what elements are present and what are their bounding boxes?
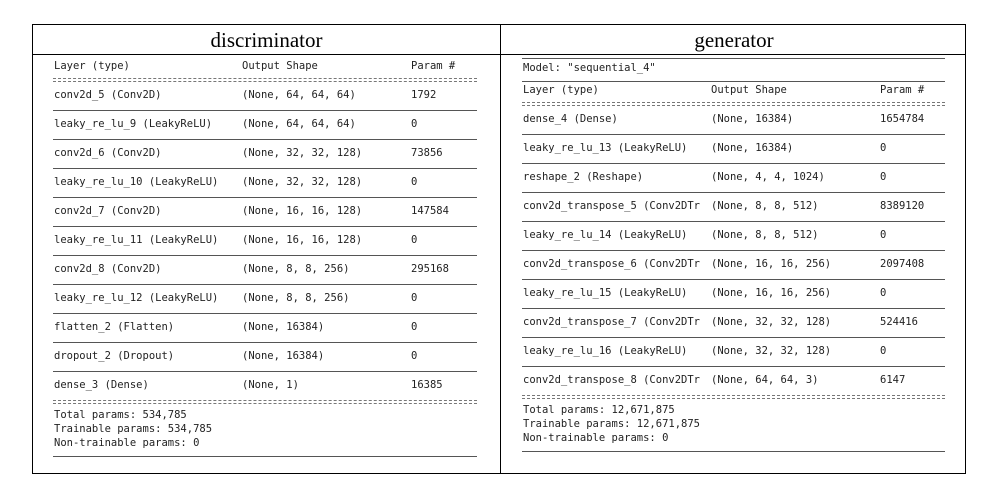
layer-name: leaky_re_lu_16 (LeakyReLU) <box>523 345 688 357</box>
generator-title: generator <box>694 28 774 52</box>
layer-row <box>53 198 477 226</box>
output-shape: (None, 32, 32, 128) <box>242 176 363 188</box>
param-count: 16385 <box>411 379 443 391</box>
total-params: Total params: 12,671,875 <box>523 404 675 416</box>
layer-row <box>522 222 945 250</box>
param-count: 0 <box>411 118 418 130</box>
layer-name: leaky_re_lu_13 (LeakyReLU) <box>523 142 688 154</box>
col-shape-header: Output Shape <box>242 60 318 72</box>
layer-name: leaky_re_lu_12 (LeakyReLU) <box>54 292 219 304</box>
layer-name: leaky_re_lu_11 (LeakyReLU) <box>54 234 219 246</box>
col-param-header: Param # <box>411 60 456 72</box>
output-shape: (None, 8, 8, 512) <box>711 200 819 212</box>
layer-name: dropout_2 (Dropout) <box>54 350 175 362</box>
layer-name: dense_4 (Dense) <box>523 113 618 125</box>
output-shape: (None, 16384) <box>711 142 794 154</box>
param-count: 0 <box>411 321 418 333</box>
layer-name: leaky_re_lu_9 (LeakyReLU) <box>54 118 213 130</box>
output-shape: (None, 4, 4, 1024) <box>711 171 825 183</box>
layer-name: conv2d_5 (Conv2D) <box>54 89 162 101</box>
output-shape: (None, 16, 16, 128) <box>242 205 363 217</box>
param-count: 1792 <box>411 89 437 101</box>
layer-row <box>53 140 477 168</box>
layer-name: leaky_re_lu_14 (LeakyReLU) <box>523 229 688 241</box>
param-count: 0 <box>411 234 418 246</box>
col-param-header: Param # <box>880 84 925 96</box>
trainable-params: Trainable params: 12,671,875 <box>523 418 701 430</box>
layer-name: conv2d_8 (Conv2D) <box>54 263 162 275</box>
layer-row <box>522 193 945 221</box>
generator-layer-rows <box>522 106 945 395</box>
layer-row <box>53 343 477 371</box>
layer-name: conv2d_transpose_7 (Conv2DTr <box>523 316 701 328</box>
param-count: 0 <box>411 292 418 304</box>
layer-row <box>53 111 477 139</box>
model-name: Model: "sequential_4" <box>523 62 656 74</box>
total-params: Total params: 534,785 <box>54 409 187 421</box>
layer-row <box>53 372 477 400</box>
param-count: 0 <box>880 229 887 241</box>
col-shape-header: Output Shape <box>711 84 787 96</box>
layer-row <box>53 314 477 342</box>
model-name-line <box>522 59 945 81</box>
layer-row <box>522 280 945 308</box>
layer-name: conv2d_7 (Conv2D) <box>54 205 162 217</box>
param-count: 0 <box>880 171 887 183</box>
layer-name: reshape_2 (Reshape) <box>523 171 644 183</box>
output-shape: (None, 8, 8, 256) <box>242 263 350 275</box>
layer-name: conv2d_transpose_6 (Conv2DTr <box>523 258 701 270</box>
output-shape: (None, 64, 64, 64) <box>242 89 356 101</box>
param-count: 0 <box>411 350 418 362</box>
layer-row <box>53 82 477 110</box>
layer-row <box>522 309 945 337</box>
output-shape: (None, 64, 64, 3) <box>711 374 819 386</box>
layer-name: conv2d_transpose_8 (Conv2DTr <box>523 374 701 386</box>
layer-row <box>53 285 477 313</box>
discriminator-header-row <box>53 58 477 78</box>
generator-totals <box>522 399 945 451</box>
output-shape: (None, 16, 16, 128) <box>242 234 363 246</box>
param-count: 6147 <box>880 374 906 386</box>
layer-name: flatten_2 (Flatten) <box>54 321 175 333</box>
layer-row <box>53 256 477 284</box>
col-layer-header: Layer (type) <box>54 60 130 72</box>
comparison-table <box>32 24 966 474</box>
layer-row <box>522 164 945 192</box>
output-shape: (None, 32, 32, 128) <box>711 345 832 357</box>
param-count: 1654784 <box>880 113 925 125</box>
trainable-params: Trainable params: 534,785 <box>54 423 213 435</box>
generator-header-row <box>522 82 945 102</box>
output-shape: (None, 16, 16, 256) <box>711 287 832 299</box>
layer-name: leaky_re_lu_10 (LeakyReLU) <box>54 176 219 188</box>
layer-row <box>522 106 945 134</box>
layer-row <box>522 338 945 366</box>
output-shape: (None, 16384) <box>242 321 325 333</box>
param-count: 2097408 <box>880 258 925 270</box>
layer-row <box>522 135 945 163</box>
col-layer-header: Layer (type) <box>523 84 599 96</box>
layer-name: conv2d_6 (Conv2D) <box>54 147 162 159</box>
param-count: 0 <box>880 345 887 357</box>
layer-row <box>53 227 477 255</box>
header-divider <box>33 54 965 55</box>
param-count: 0 <box>411 176 418 188</box>
discriminator-title: discriminator <box>210 28 323 52</box>
column-divider <box>500 25 501 473</box>
param-count: 73856 <box>411 147 443 159</box>
layer-row <box>53 169 477 197</box>
bottom-rule <box>53 456 477 457</box>
output-shape: (None, 1) <box>242 379 299 391</box>
discriminator-totals <box>53 404 477 456</box>
layer-name: leaky_re_lu_15 (LeakyReLU) <box>523 287 688 299</box>
output-shape: (None, 16, 16, 256) <box>711 258 832 270</box>
layer-row <box>522 251 945 279</box>
output-shape: (None, 16384) <box>711 113 794 125</box>
output-shape: (None, 32, 32, 128) <box>711 316 832 328</box>
discriminator-layer-rows <box>53 82 477 400</box>
output-shape: (None, 8, 8, 512) <box>711 229 819 241</box>
param-count: 0 <box>880 287 887 299</box>
param-count: 8389120 <box>880 200 925 212</box>
layer-row <box>522 367 945 395</box>
param-count: 147584 <box>411 205 449 217</box>
output-shape: (None, 64, 64, 64) <box>242 118 356 130</box>
non-trainable-params: Non-trainable params: 0 <box>54 437 200 449</box>
layer-name: dense_3 (Dense) <box>54 379 149 391</box>
param-count: 0 <box>880 142 887 154</box>
non-trainable-params: Non-trainable params: 0 <box>523 432 669 444</box>
bottom-rule <box>522 451 945 452</box>
output-shape: (None, 16384) <box>242 350 325 362</box>
generator-summary <box>522 58 945 452</box>
layer-name: conv2d_transpose_5 (Conv2DTr <box>523 200 701 212</box>
output-shape: (None, 8, 8, 256) <box>242 292 350 304</box>
param-count: 295168 <box>411 263 449 275</box>
output-shape: (None, 32, 32, 128) <box>242 147 363 159</box>
param-count: 524416 <box>880 316 918 328</box>
discriminator-summary <box>53 58 477 457</box>
